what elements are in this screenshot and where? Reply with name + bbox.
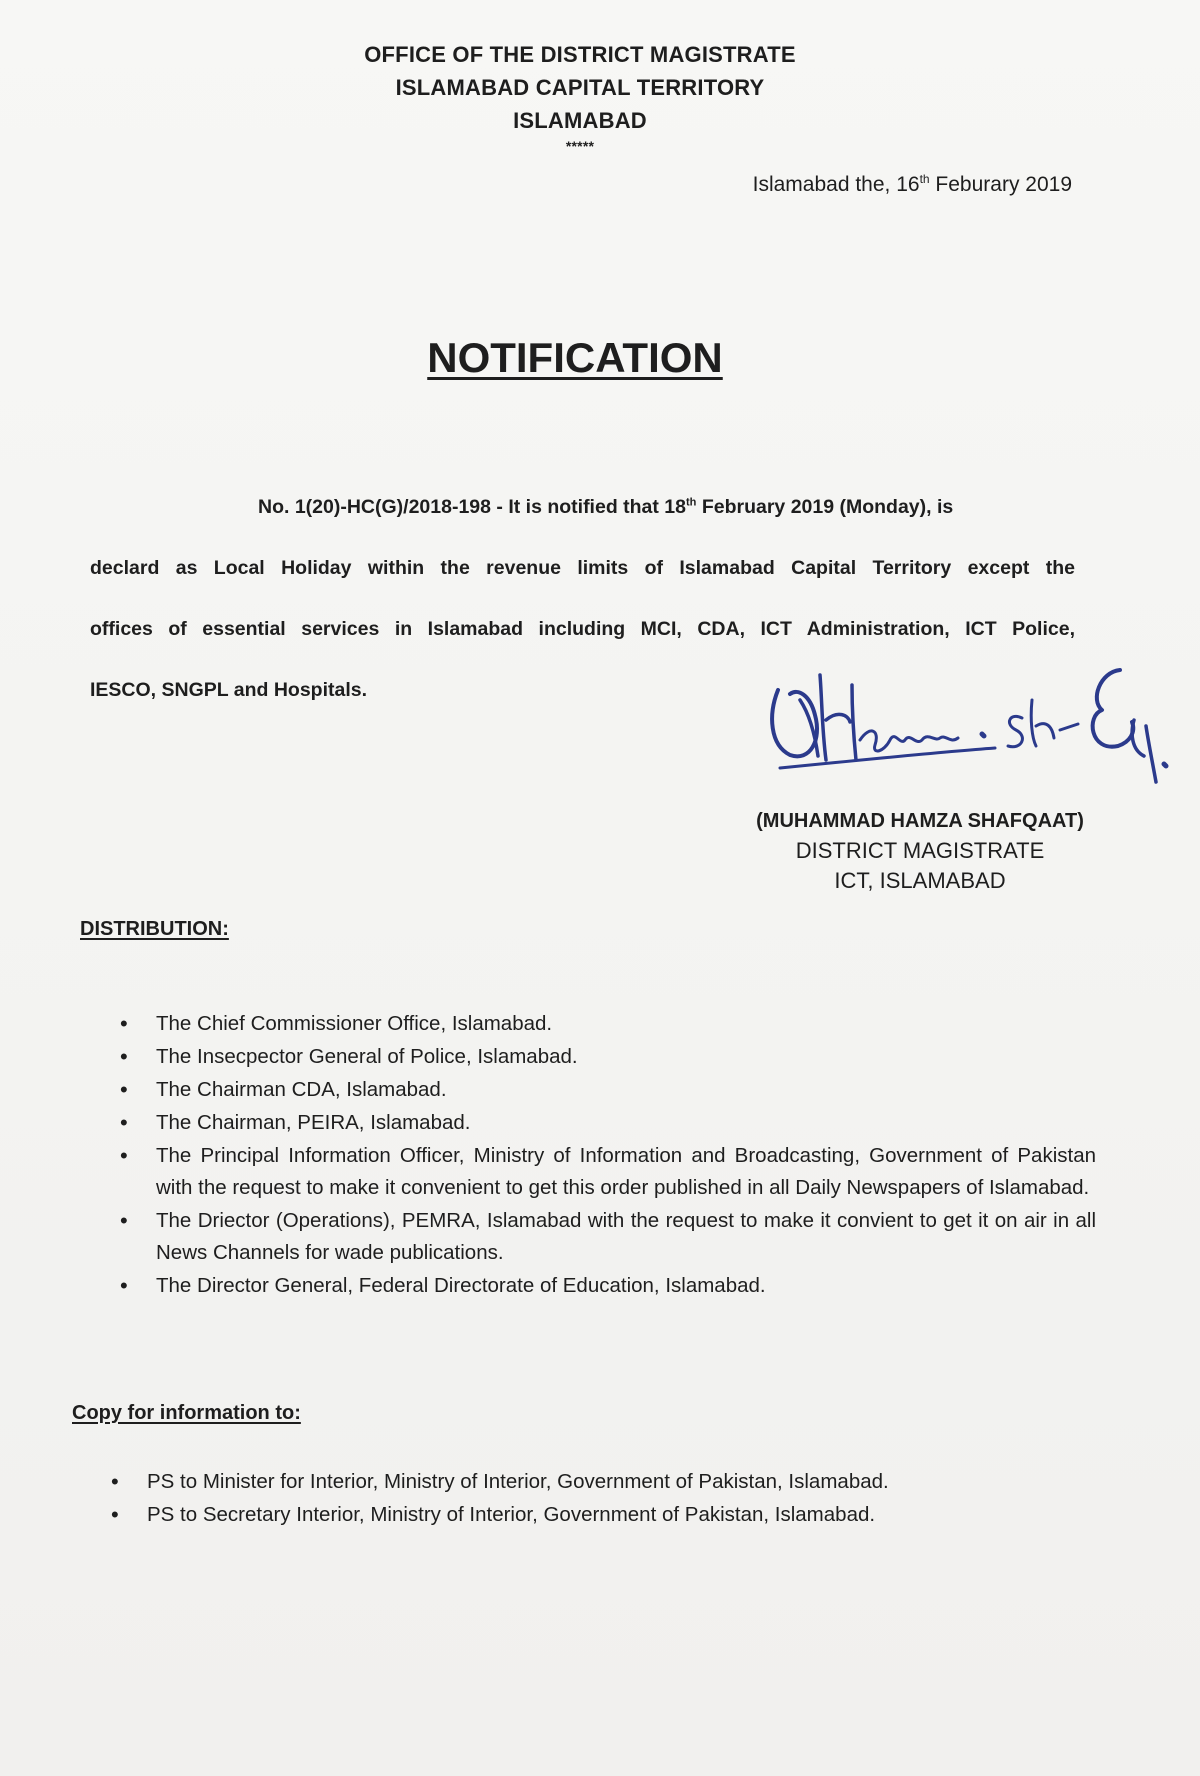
distribution-heading: DISTRIBUTION: [80,918,229,940]
distribution-item [120,1074,1096,1106]
bullet-icon: • [111,1469,119,1494]
signatory-block [640,806,1200,896]
distribution-item-text: The Principal Information Officer, Ministry of Information and Broadcasting, Government of Pakistan with the request to make it convenient to get this order published in all Daily Newspapers of Islamabad. [156,1144,1096,1199]
copy-list [111,1466,1097,1532]
distribution-item-text: The Driector (Operations), PEMRA, Islamabad with the request to make it convient to get it on air in all News Channels for wade publications. [156,1209,1096,1264]
distribution-item-text: The Chairman, PEIRA, Islamabad. [156,1111,471,1134]
body-line-2: declard as Local Holiday within the revenue limits of Islamabad Capital Territory except the [90,557,1075,579]
bullet-icon: • [120,1044,128,1069]
distribution-item [120,1140,1096,1204]
letterhead-territory: ISLAMABAD CAPITAL TERRITORY [395,75,765,100]
body-line-4: IESCO, SNGPL and Hospitals. [90,679,368,701]
copy-item [111,1499,1097,1531]
distribution-item [120,1041,1096,1073]
copy-item-text: PS to Secretary Interior, Ministry of Interior, Government of Pakistan, Islamabad. [147,1503,876,1526]
bullet-icon: • [120,1110,128,1135]
copy-item-text: PS to Minister for Interior, Ministry of Interior, Government of Pakistan, Islamabad. [147,1470,889,1493]
signatory-name: (MUHAMMAD HAMZA SHAFQAAT) [756,810,1084,832]
bullet-icon: • [120,1011,128,1036]
body-line-3: offices of essential services in Islamabad including MCI, CDA, ICT Administration, ICT Police, [90,618,1075,640]
bullet-icon: • [120,1143,128,1168]
body-line-1-b: February 2019 (Monday), is [696,496,954,518]
letterhead-office: OFFICE OF THE DISTRICT MAGISTRATE [364,42,796,67]
letterhead [300,38,860,153]
date-ordinal: th [919,172,930,186]
distribution-list [120,1008,1096,1303]
distribution-item-text: The Insecpector General of Police, Islamabad. [156,1045,578,1068]
letterhead-city: ISLAMABAD [513,108,647,133]
date-prefix: Islamabad the, 16 [752,173,920,196]
distribution-item [120,1270,1096,1302]
distribution-item [120,1107,1096,1139]
bullet-icon: • [120,1273,128,1298]
date-line [753,166,1072,198]
copy-item [111,1466,1097,1498]
letterhead-stars: ***** [565,138,595,154]
distribution-item-text: The Chairman CDA, Islamabad. [156,1078,447,1101]
body-line-1 [258,496,1075,519]
bullet-icon: • [120,1208,128,1233]
distribution-item [120,1008,1096,1040]
distribution-item-text: The Director General, Federal Directorate of Education, Islamabad. [156,1274,766,1297]
distribution-item-text: The Chief Commissioner Office, Islamabad. [156,1012,553,1035]
signatory-designation: DISTRICT MAGISTRATE [795,838,1045,863]
bullet-icon: • [111,1502,119,1527]
body-line-1-a: No. 1(20)-HC(G)/2018-198 - It is notified that 18 [258,496,687,518]
handwritten-signature [760,660,1180,800]
date-suffix: Feburary 2019 [929,173,1072,196]
distribution-item [120,1205,1096,1269]
body-line-1-ordinal: th [686,496,697,509]
copy-heading: Copy for information to: [72,1402,301,1424]
notification-title: NOTIFICATION [427,334,723,381]
signatory-place: ICT, ISLAMABAD [834,868,1006,893]
bullet-icon: • [120,1077,128,1102]
